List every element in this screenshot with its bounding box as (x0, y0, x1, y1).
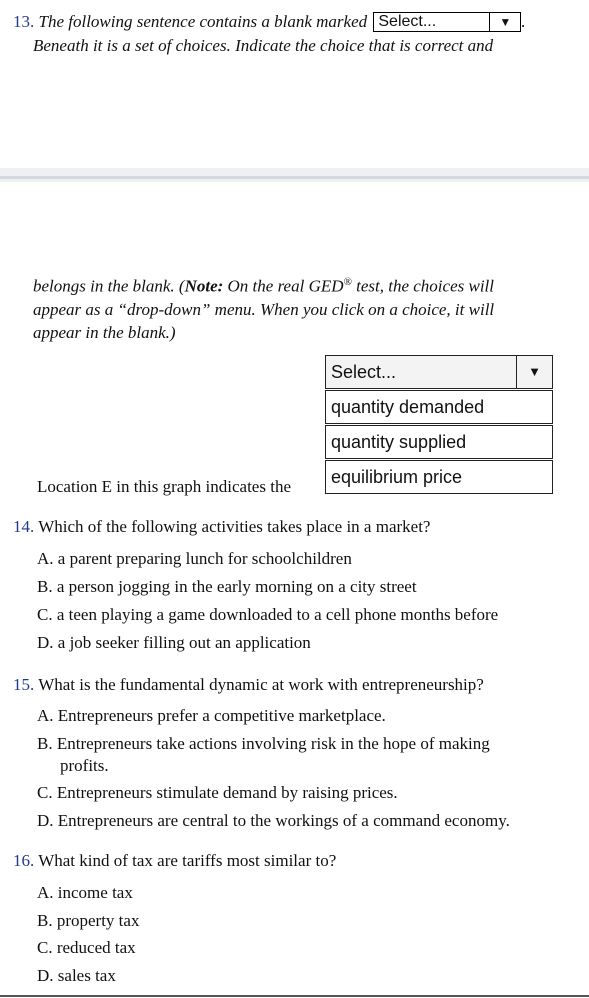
chevron-down-icon: ▼ (489, 13, 520, 31)
note-label: Note: (184, 276, 224, 296)
q13-line3-a: belongs in the blank. ( (33, 276, 185, 296)
q16-text: What kind of tax are tariffs most similar to? (38, 851, 337, 870)
page-gap-band (0, 168, 589, 182)
q13-line5: appear in the blank.) (33, 323, 176, 342)
chevron-down-icon: ▼ (516, 356, 552, 388)
q13-number: 13. (13, 12, 35, 31)
q13-inline-select[interactable] (373, 12, 521, 32)
q15-option-a[interactable]: A. Entrepreneurs prefer a competitive marketplace. (37, 706, 386, 725)
dropdown-placeholder: Select... (331, 362, 397, 382)
q15-option-c[interactable]: C. Entrepreneurs stimulate demand by raising prices. (37, 783, 398, 802)
q13-line3-c: test, the choices will (351, 276, 494, 296)
q14-number: 14. (13, 517, 35, 536)
dropdown-option-quantity-demanded[interactable]: quantity demanded (325, 390, 553, 424)
page-bottom-rule (0, 995, 589, 997)
q14-question (13, 517, 430, 537)
dropdown-option-quantity-supplied[interactable]: quantity supplied (325, 425, 553, 459)
q13-line1-end: . (521, 12, 526, 31)
registered-mark: ® (343, 276, 352, 288)
q15-option-d[interactable]: D. Entrepreneurs are central to the workings of a command economy. (37, 811, 510, 830)
q13-line3 (33, 276, 494, 297)
q15-option-b[interactable]: B. Entrepreneurs take actions involving risk in the hope of making (37, 734, 490, 753)
q13-sentence: Location E in this graph indicates the (37, 477, 291, 496)
q13-line2: Beneath it is a set of choices. Indicate the choice that is correct and (33, 36, 494, 55)
q15-option-b-cont[interactable]: profits. (60, 756, 109, 775)
q13-line1 (13, 12, 526, 32)
q15-number: 15. (13, 675, 35, 694)
q16-option-d[interactable]: D. sales tax (37, 966, 116, 985)
q15-text: What is the fundamental dynamic at work with entrepreneurship? (38, 675, 484, 694)
q13-dropdown-menu[interactable] (325, 355, 553, 495)
dropdown-select-header[interactable] (325, 355, 553, 389)
q16-number: 16. (13, 851, 35, 870)
q16-option-a[interactable]: A. income tax (37, 883, 133, 902)
q16-question (13, 851, 336, 871)
q14-option-d[interactable]: D. a job seeker filling out an application (37, 633, 311, 652)
inline-select-label: Select... (378, 13, 437, 30)
q14-text: Which of the following activities takes place in a market? (38, 517, 431, 536)
dropdown-option-equilibrium-price[interactable]: equilibrium price (325, 460, 553, 494)
page-gap-divider (0, 176, 589, 179)
q16-option-b[interactable]: B. property tax (37, 911, 140, 930)
q13-line3-b: On the real GED (223, 276, 344, 296)
q16-option-c[interactable]: C. reduced tax (37, 938, 136, 957)
q14-option-b[interactable]: B. a person jogging in the early morning on a city street (37, 577, 417, 596)
q13-line4: appear as a “drop-down” menu. When you click on a choice, it will (33, 300, 495, 319)
q14-option-a[interactable]: A. a parent preparing lunch for schoolchildren (37, 549, 352, 568)
q13-line1-text: The following sentence contains a blank marked (38, 12, 368, 31)
q15-question (13, 675, 484, 695)
q14-option-c[interactable]: C. a teen playing a game downloaded to a cell phone months before (37, 605, 499, 624)
